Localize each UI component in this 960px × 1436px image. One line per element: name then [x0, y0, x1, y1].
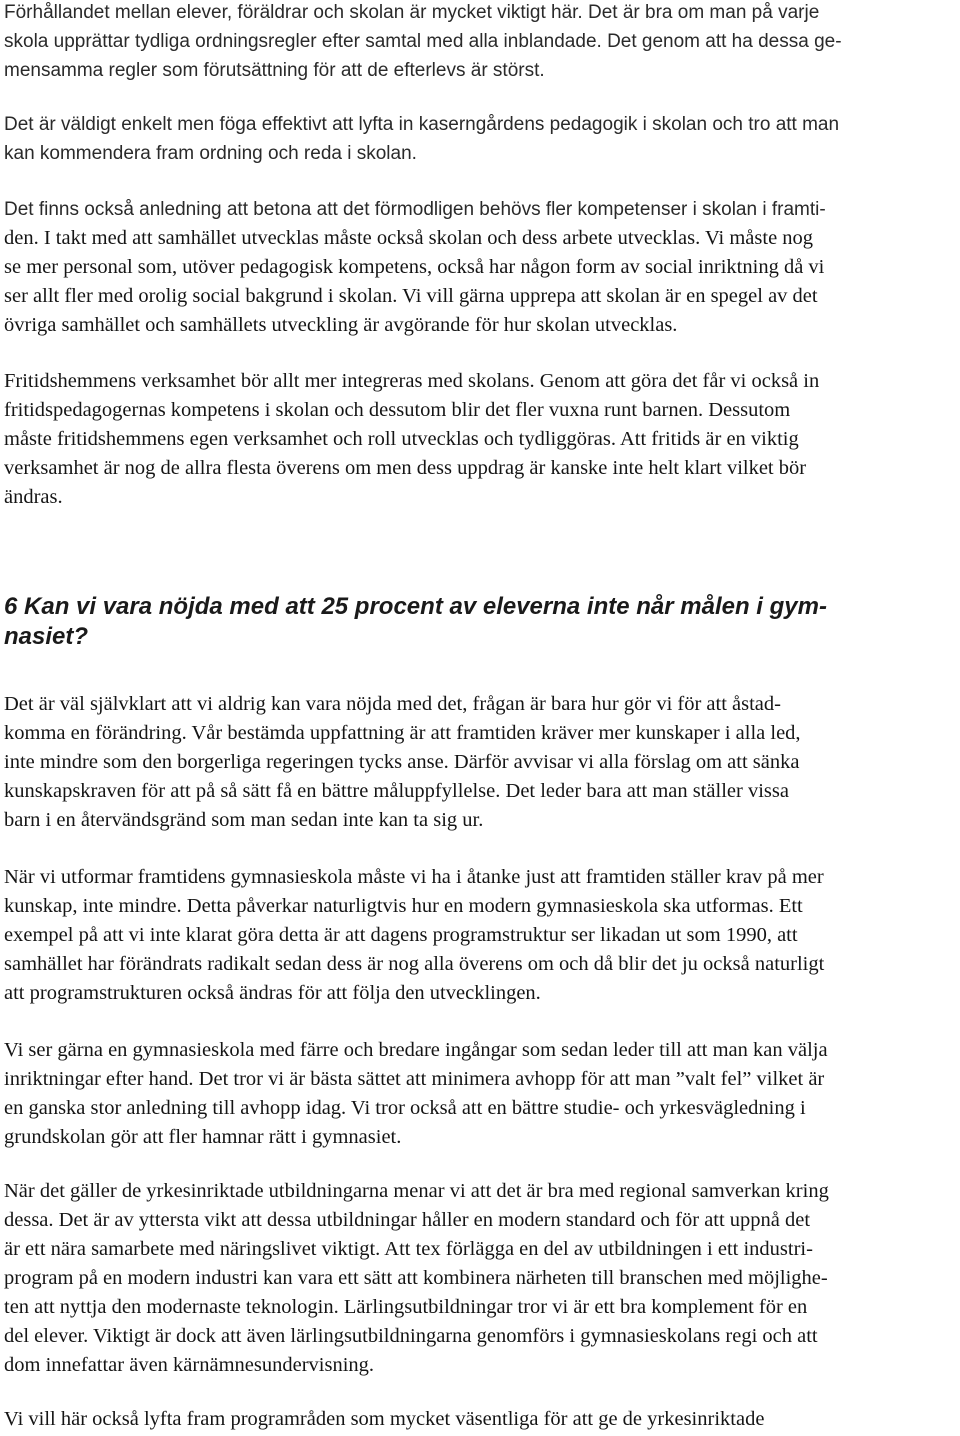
- text-line: Det finns också anledning att betona att det förmodligen behövs fler kompetenser i skolan i framti-: [4, 199, 826, 220]
- text-line: När det gäller de yrkesinriktade utbildningarna menar vi att det är bra med regional samverkan kring: [4, 1180, 829, 1202]
- paragraph: [4, 224, 824, 340]
- heading-line: nasiet?: [4, 623, 89, 650]
- paragraph: [4, 0, 842, 85]
- text-line: dessa. Det är av yttersta vikt att dessa utbildningar håller en modern standard och för att uppnå det: [4, 1209, 811, 1231]
- text-line: skola upprättar tydliga ordningsregler efter samtal med alla inblandade. Det genom att ha dessa ge-: [4, 31, 842, 52]
- text-line: del elever. Viktigt är dock att även lärlingsutbildningarna genomförs i gymnasieskolans regi och att: [4, 1325, 818, 1347]
- text-line: samhället har förändrats radikalt sedan dess är nog alla överens om och då blir det ju också naturligt: [4, 953, 825, 975]
- text-line: komma en förändring. Vår bestämda uppfattning är att framtiden kräver mer kunskaper i alla led,: [4, 722, 801, 744]
- text-line: ser allt fler med orolig social bakgrund i skolan. Vi vill gärna upprepa att skolan är en spegel av det: [4, 285, 818, 307]
- text-line: barn i en återvändsgränd som man sedan inte kan ta sig ur.: [4, 809, 484, 831]
- text-line: inriktningar efter hand. Det tror vi är bästa sättet att minimera avhopp för att man ”valt fel” vilket är: [4, 1068, 825, 1090]
- text-line: dom innefattar även kärnämnesundervisning.: [4, 1354, 375, 1376]
- text-line: mensamma regler som förutsättning för att de efterlevs är störst.: [4, 60, 545, 81]
- section-heading: [4, 592, 827, 652]
- paragraph: [4, 195, 826, 224]
- text-line: ändras.: [4, 486, 63, 508]
- text-line: ten att nyttja den modernaste teknologin. Lärlingsutbildningar tror vi är ett bra komplement för en: [4, 1296, 808, 1318]
- text-line: en ganska stor anledning till avhopp idag. Vi tror också att en bättre studie- och yrkesvägledning i: [4, 1097, 806, 1119]
- paragraph: [4, 1036, 828, 1152]
- paragraph: [4, 863, 824, 1008]
- text-line: När vi utformar framtidens gymnasieskola måste vi ha i åtanke just att framtiden ställer krav på mer: [4, 866, 824, 888]
- paragraph: [4, 367, 819, 512]
- text-line: inte mindre som den borgerliga regeringen tycks anse. Därför avvisar vi alla förslag om att sänka: [4, 751, 800, 773]
- paragraph: [4, 690, 801, 835]
- text-line: kan kommendera fram ordning och reda i skolan.: [4, 143, 417, 164]
- text-line: se mer personal som, utöver pedagogisk kompetens, också har någon form av social inriktning då vi: [4, 256, 825, 278]
- text-line: Vi ser gärna en gymnasieskola med färre och bredare ingångar som sedan leder till att man kan välja: [4, 1039, 828, 1061]
- text-line: kunskapskraven för att på så sätt få en bättre måluppfyllelse. Det leder bara att man ställer vissa: [4, 780, 789, 802]
- text-line: Fritidshemmens verksamhet bör allt mer integreras med skolans. Genom att göra det får vi också in: [4, 370, 820, 392]
- text-line: grundskolan gör att fler hamnar rätt i gymnasiet.: [4, 1126, 402, 1148]
- heading-line: 6 Kan vi vara nöjda med att 25 procent av eleverna inte når målen i gym-: [4, 593, 827, 620]
- text-line: fritidspedagogernas kompetens i skolan och dessutom blir det fler vuxna runt barnen. Dessutom: [4, 399, 791, 421]
- text-line: Det är väldigt enkelt men föga effektivt att lyfta in kaserngårdens pedagogik i skolan och tro att man: [4, 114, 840, 135]
- text-line: exempel på att vi inte klarat göra detta är att dagens programstruktur ser likadan ut som 1990, att: [4, 924, 798, 946]
- text-line: den. I takt med att samhället utvecklas måste också skolan och dess arbete utvecklas. Vi måste nog: [4, 227, 814, 249]
- paragraph: [4, 1405, 764, 1434]
- text-line: kunskap, inte mindre. Detta påverkar naturligtvis hur en modern gymnasieskola ska utformas. Ett: [4, 895, 803, 917]
- text-line: program på en modern industri kan vara ett sätt att kombinera närheten till branschen med möjlighe-: [4, 1267, 828, 1289]
- text-line: Vi vill här också lyfta fram programråden som mycket väsentliga för att ge de yrkesinriktade: [4, 1408, 765, 1430]
- text-line: att programstrukturen också ändras för att följa den utvecklingen.: [4, 982, 541, 1004]
- text-line: måste fritidshemmens egen verksamhet och roll utvecklas och tydliggöras. Att fritids är en viktig: [4, 428, 799, 450]
- text-line: är ett nära samarbete med näringslivet viktigt. Att tex förlägga en del av utbildningen i ett industri-: [4, 1238, 813, 1260]
- text-line: övriga samhället och samhällets utveckling är avgörande för hur skolan utvecklas.: [4, 314, 678, 336]
- text-line: Det är väl självklart att vi aldrig kan vara nöjda med det, frågan är bara hur gör vi för att åstad-: [4, 693, 781, 715]
- paragraph: [4, 110, 839, 168]
- paragraph: [4, 1177, 829, 1380]
- text-line: verksamhet är nog de allra flesta överens om men dess uppdrag är kanske inte helt klart vilket bör: [4, 457, 807, 479]
- text-line: Förhållandet mellan elever, föräldrar och skolan är mycket viktigt här. Det är bra om man på varje: [4, 2, 820, 23]
